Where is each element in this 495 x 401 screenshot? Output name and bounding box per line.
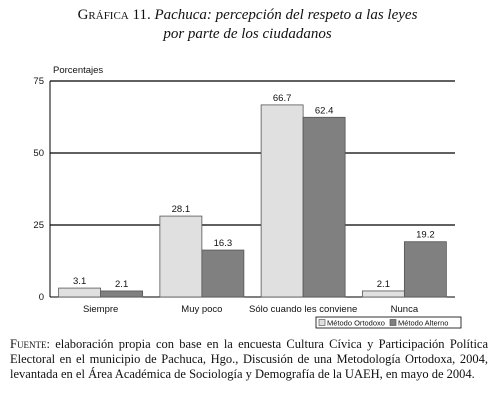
title-text-2: por parte de los ciudadanos [163, 26, 332, 42]
x-tick-label-0: Siempre [82, 304, 119, 315]
figure-label: Gráfica 11. [77, 7, 151, 23]
legend-swatch-alterno [390, 320, 396, 326]
y-axis-title: Porcentajes [53, 65, 104, 76]
bar-ortodoxo-3 [362, 291, 404, 297]
x-tick-label-1: Muy poco [181, 304, 223, 315]
data-label-ortodoxo-3: 2.1 [376, 278, 390, 290]
title-text-1: Pachuca: percepción del respeto a las leyes [154, 7, 418, 23]
bar-alterno-0 [101, 291, 143, 297]
data-label-alterno-0: 2.1 [115, 278, 129, 290]
bar-chart [0, 60, 495, 335]
bar-alterno-2 [303, 117, 345, 297]
title-line-1 [0, 6, 495, 25]
bar-alterno-3 [404, 242, 446, 297]
source-label: Fuente: [10, 337, 50, 351]
y-tick-label-0: 0 [38, 292, 44, 303]
y-tick-label-50: 50 [33, 148, 44, 159]
y-tick-label-25: 25 [33, 220, 44, 231]
data-label-alterno-2: 62.4 [314, 105, 334, 117]
x-tick-label-2: Sólo cuando les conviene [248, 304, 358, 315]
legend-entry-alterno: Método Alterno [398, 318, 449, 328]
legend-swatch-ortodoxo [319, 320, 325, 326]
data-label-ortodoxo-1: 28.1 [171, 204, 191, 216]
source-note [10, 337, 488, 382]
data-label-ortodoxo-0: 3.1 [73, 276, 87, 288]
data-label-alterno-1: 16.3 [213, 238, 233, 250]
title-line-2 [0, 25, 495, 44]
data-label-ortodoxo-2: 66.7 [272, 92, 292, 104]
y-tick-label-75: 75 [33, 76, 44, 87]
bar-ortodoxo-2 [261, 105, 303, 297]
bar-ortodoxo-1 [160, 216, 202, 297]
data-label-alterno-3: 19.2 [416, 229, 435, 241]
chart-title [0, 6, 495, 44]
bar-ortodoxo-0 [59, 288, 101, 297]
x-tick-label-3: Nunca [390, 304, 419, 315]
source-text: elaboración propia con base en la encuesta Cultura Cívica y Participación Política Electoral en el municipio de Pachuca, Hgo., Discusión de una Metodología Ortodoxa, 2004, levantada en el Área Académica de Sociología y Demografía de la UAEH, en mayo de 2004. [10, 337, 489, 381]
legend-entry-ortodoxo: Método Ortodoxo [327, 318, 385, 328]
bar-alterno-1 [202, 250, 244, 297]
